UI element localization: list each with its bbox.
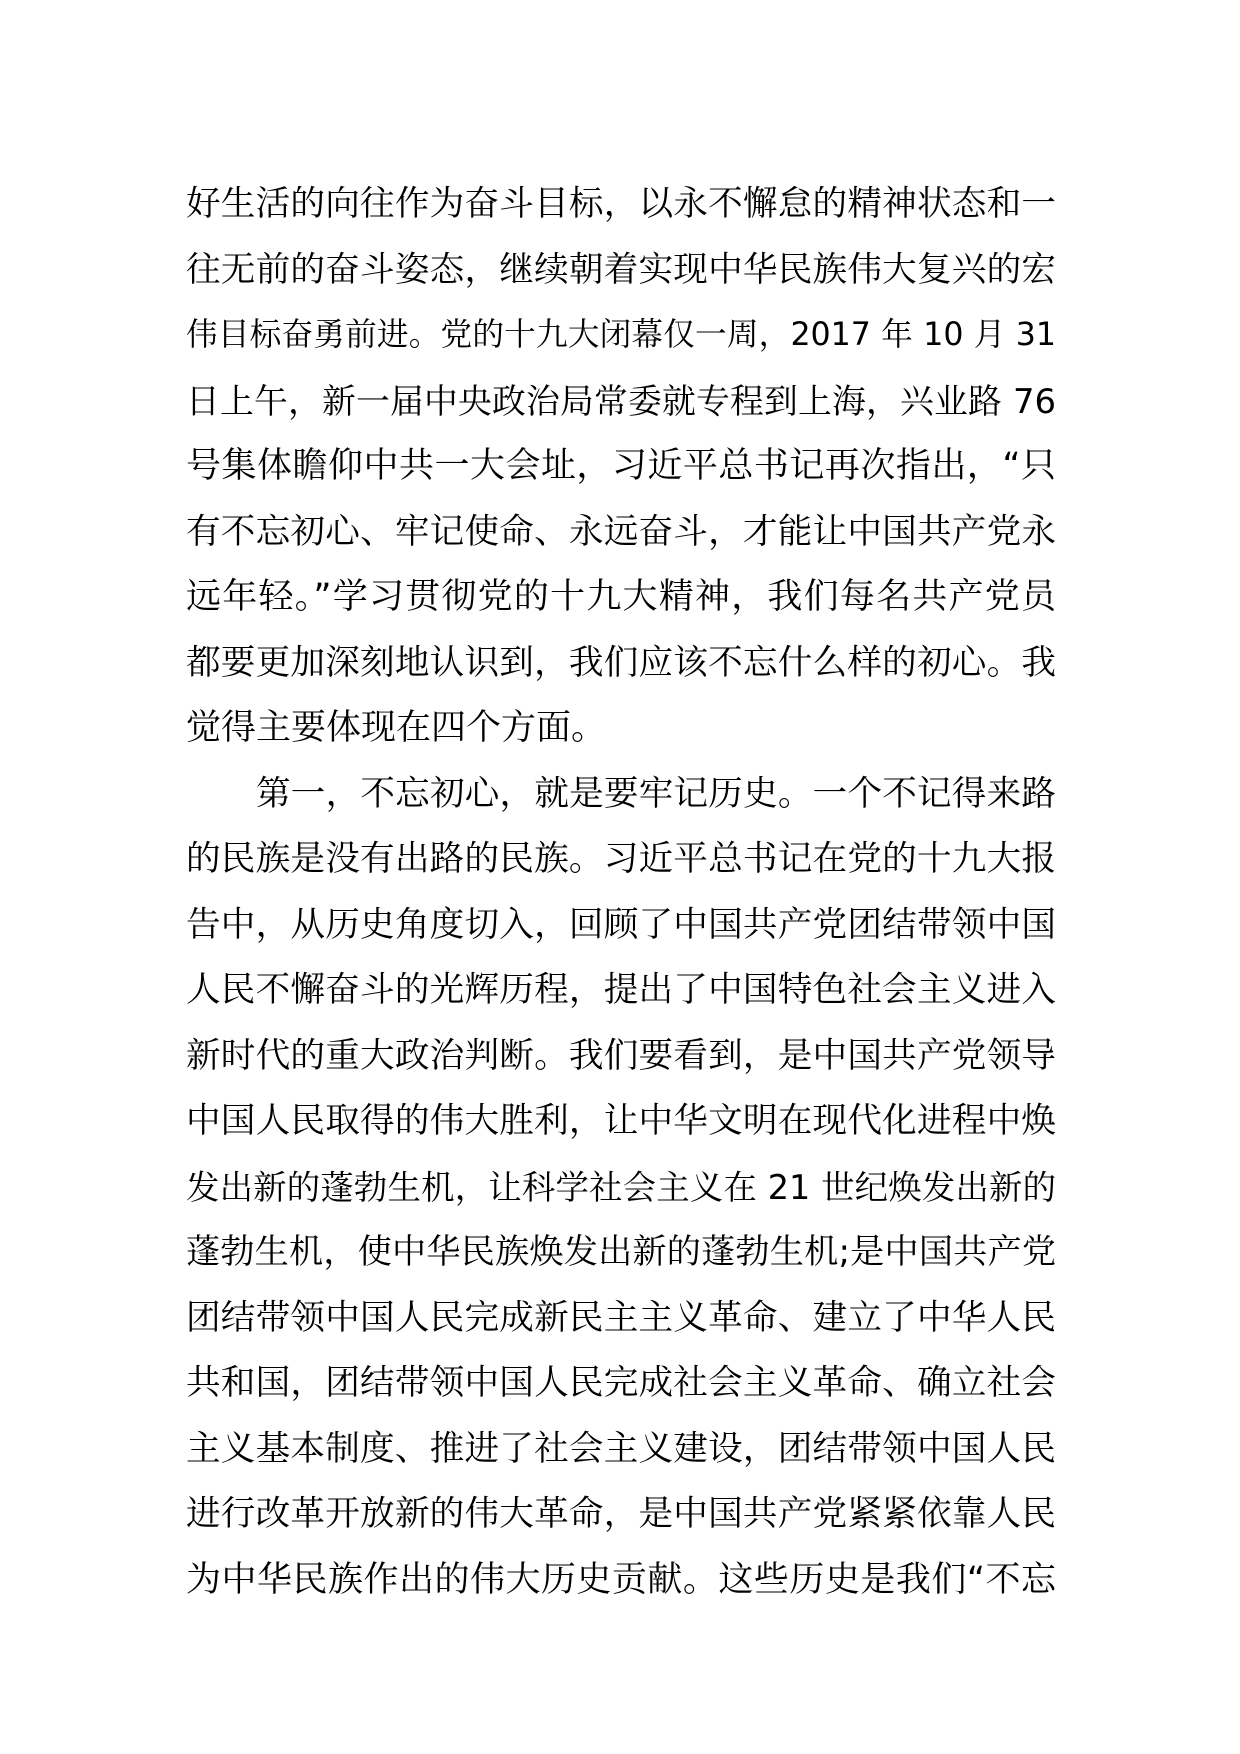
text-line: 主义基本制度、推进了社会主义建设，团结带领中国人民: [186, 1428, 1056, 1469]
paragraph-end-line: 觉得主要体现在四个方面。: [186, 708, 607, 748]
text-line: 伟目标奋勇前进。党的十九大闭幕仅一周，2017 年 10 月 31: [186, 317, 1056, 353]
text-line: 为中华民族作出的伟大历史贡献。这些历史是我们“不忘: [186, 1559, 1056, 1600]
text-line: 有不忘初心、牢记使命、永远奋斗，才能让中国共产党永: [186, 511, 1056, 552]
body-text: [186, 172, 1056, 1613]
text-line: 新时代的重大政治判断。我们要看到，是中国共产党领导: [186, 1035, 1056, 1076]
text-line: 中国人民取得的伟大胜利，让中华文明在现代化进程中焕: [186, 1101, 1056, 1141]
paragraph-first-line: 第一，不忘初心，就是要牢记历史。一个不记得来路: [256, 773, 1056, 814]
text-line: 好生活的向往作为奋斗目标，以永不懈怠的精神状态和一: [186, 184, 1056, 224]
text-line: 发出新的蓬勃生机，让科学社会主义在 21 世纪焕发出新的: [186, 1167, 1056, 1207]
text-line: 的民族是没有出路的民族。习近平总书记在党的十九大报: [186, 839, 1056, 879]
text-line: 共和国，团结带领中国人民完成社会主义革命、确立社会: [186, 1363, 1056, 1403]
text-line: 告中，从历史角度切入，回顾了中国共产党团结带领中国: [186, 904, 1056, 945]
text-line: 号集体瞻仰中共一大会址，习近平总书记再次指出，“只: [186, 446, 1056, 486]
text-line: 都要更加深刻地认识到，我们应该不忘什么样的初心。我: [186, 642, 1056, 683]
text-line: 往无前的奋斗姿态，继续朝着实现中华民族伟大复兴的宏: [186, 249, 1056, 290]
text-line: 团结带领中国人民完成新民主主义革命、建立了中华人民: [186, 1297, 1056, 1338]
text-line: 蓬勃生机，使中华民族焕发出新的蓬勃生机;是中国共产党: [186, 1232, 1056, 1272]
text-line: 远年轻。”学习贯彻党的十九大精神，我们每名共产党员: [186, 577, 1056, 617]
text-line: 日上午，新一届中央政治局常委就专程到上海，兴业路 76: [186, 381, 1056, 421]
text-line: 人民不懈奋斗的光辉历程，提出了中国特色社会主义进入: [186, 970, 1056, 1010]
text-line: 进行改革开放新的伟大革命，是中国共产党紧紧依靠人民: [186, 1494, 1056, 1534]
